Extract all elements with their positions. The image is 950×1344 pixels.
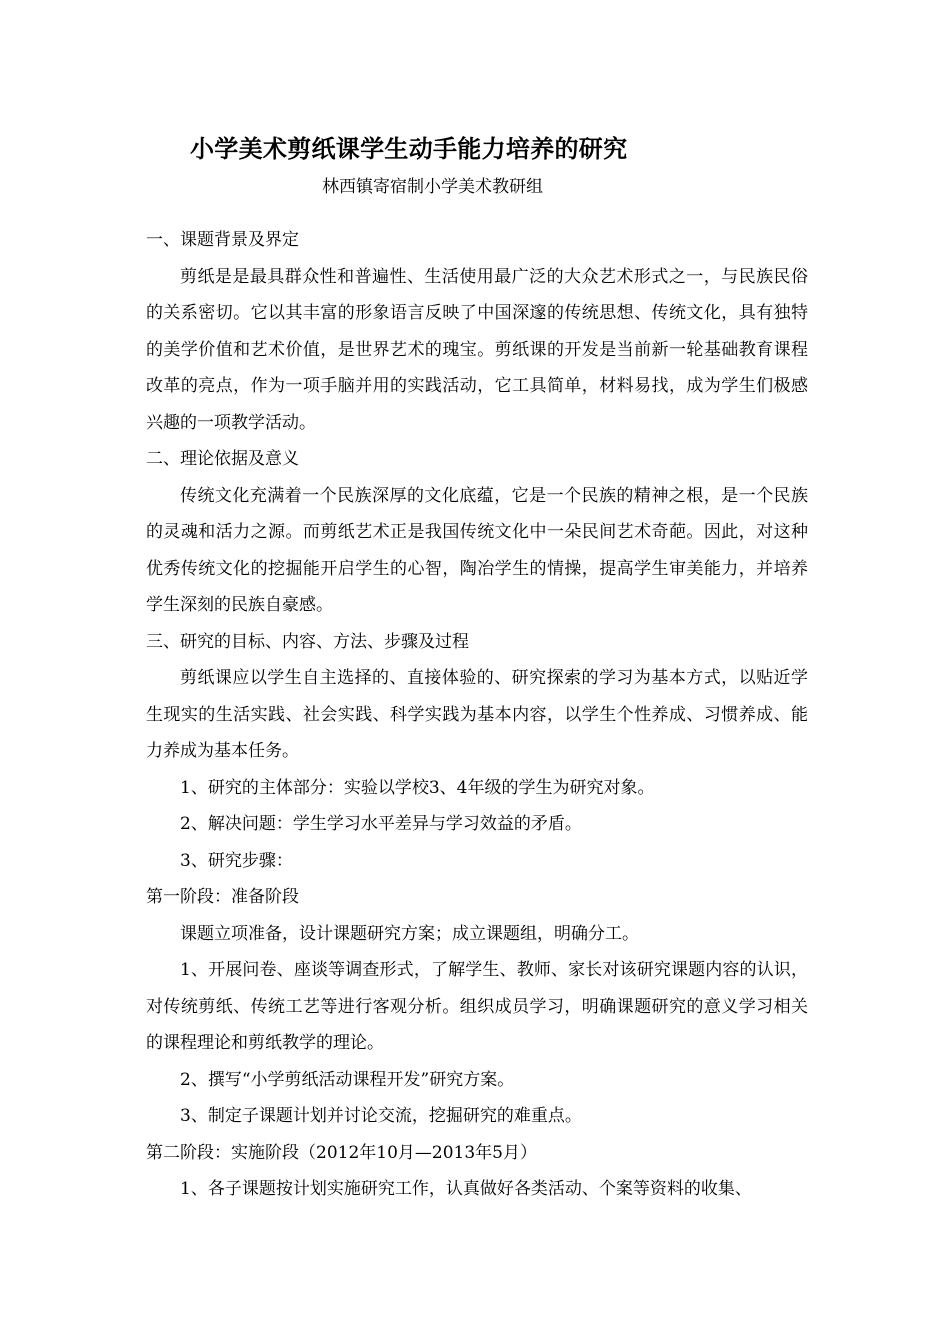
list-item: 1、开展问卷、座谈等调查形式，了解学生、教师、家长对该研究课题内容的认识，对传统剪纸、传统工艺等进行客观分析。组织成员学习，明确课题研究的意义学习相关的课程理论和剪纸教学的理论。 xyxy=(146,960,808,1053)
list-item: 1、研究的主体部分：实验以学校3、4年级的学生为研究对象。 xyxy=(180,777,655,798)
stage-heading: 第二阶段：实施阶段（2012年10月—2013年5月） xyxy=(146,1142,537,1163)
list-item: 2、解决问题：学生学习水平差异与学习效益的矛盾。 xyxy=(180,814,582,834)
document-author: 林西镇寄宿制小学美术教研组 xyxy=(322,177,543,197)
body-paragraph: 剪纸是是最具群众性和普遍性、生活使用最广泛的大众艺术形式之一，与民族民俗的关系密切。它以其丰富的形象语言反映了中国深邃的传统思想、传统文化，具有独特的美学价值和艺术价值，是世界艺术的瑰宝。剪纸课的开发是当前新一轮基础教育课程改革的亮点，作为一项手脑并用的实践活动，它工具简单，材料易找，成为学生们极感兴趣的一项教学活动。 xyxy=(146,266,808,433)
stage-heading: 第一阶段：准备阶段 xyxy=(146,887,299,907)
section-heading: 一、课题背景及界定 xyxy=(146,230,299,250)
document-title: 小学美术剪纸课学生动手能力培养的研究 xyxy=(190,134,628,163)
body-paragraph: 传统文化充满着一个民族深厚的文化底蕴，它是一个民族的精神之根，是一个民族的灵魂和活力之源。而剪纸艺术正是我国传统文化中一朵民间艺术奇葩。因此，对这种优秀传统文化的挖掘能开启学生的心智，陶冶学生的情操，提高学生审美能力，并培养学生深刻的民族自豪感。 xyxy=(146,485,808,615)
document-body xyxy=(146,222,808,1208)
list-item: 1、各子课题按计划实施研究工作，认真做好各类活动、个案等资料的收集、 xyxy=(180,1179,752,1199)
list-item: 3、研究步骤： xyxy=(180,850,293,871)
section-heading: 二、理论依据及意义 xyxy=(146,449,299,469)
body-paragraph: 课题立项准备，设计课题研究方案；成立课题组，明确分工。 xyxy=(180,923,639,944)
list-item: 3、制定子课题计划并讨论交流，挖掘研究的难重点。 xyxy=(180,1106,582,1126)
body-paragraph: 剪纸课应以学生自主选择的、直接体验的、研究探索的学习为基本方式，以贴近学生现实的生活实践、社会实践、科学实践为基本内容，以学生个性养成、习惯养成、能力养成为基本任务。 xyxy=(146,668,808,761)
section-heading: 三、研究的目标、内容、方法、步骤及过程 xyxy=(146,631,469,652)
list-item: 2、撰写“小学剪纸活动课程开发”研究方案。 xyxy=(180,1069,515,1090)
